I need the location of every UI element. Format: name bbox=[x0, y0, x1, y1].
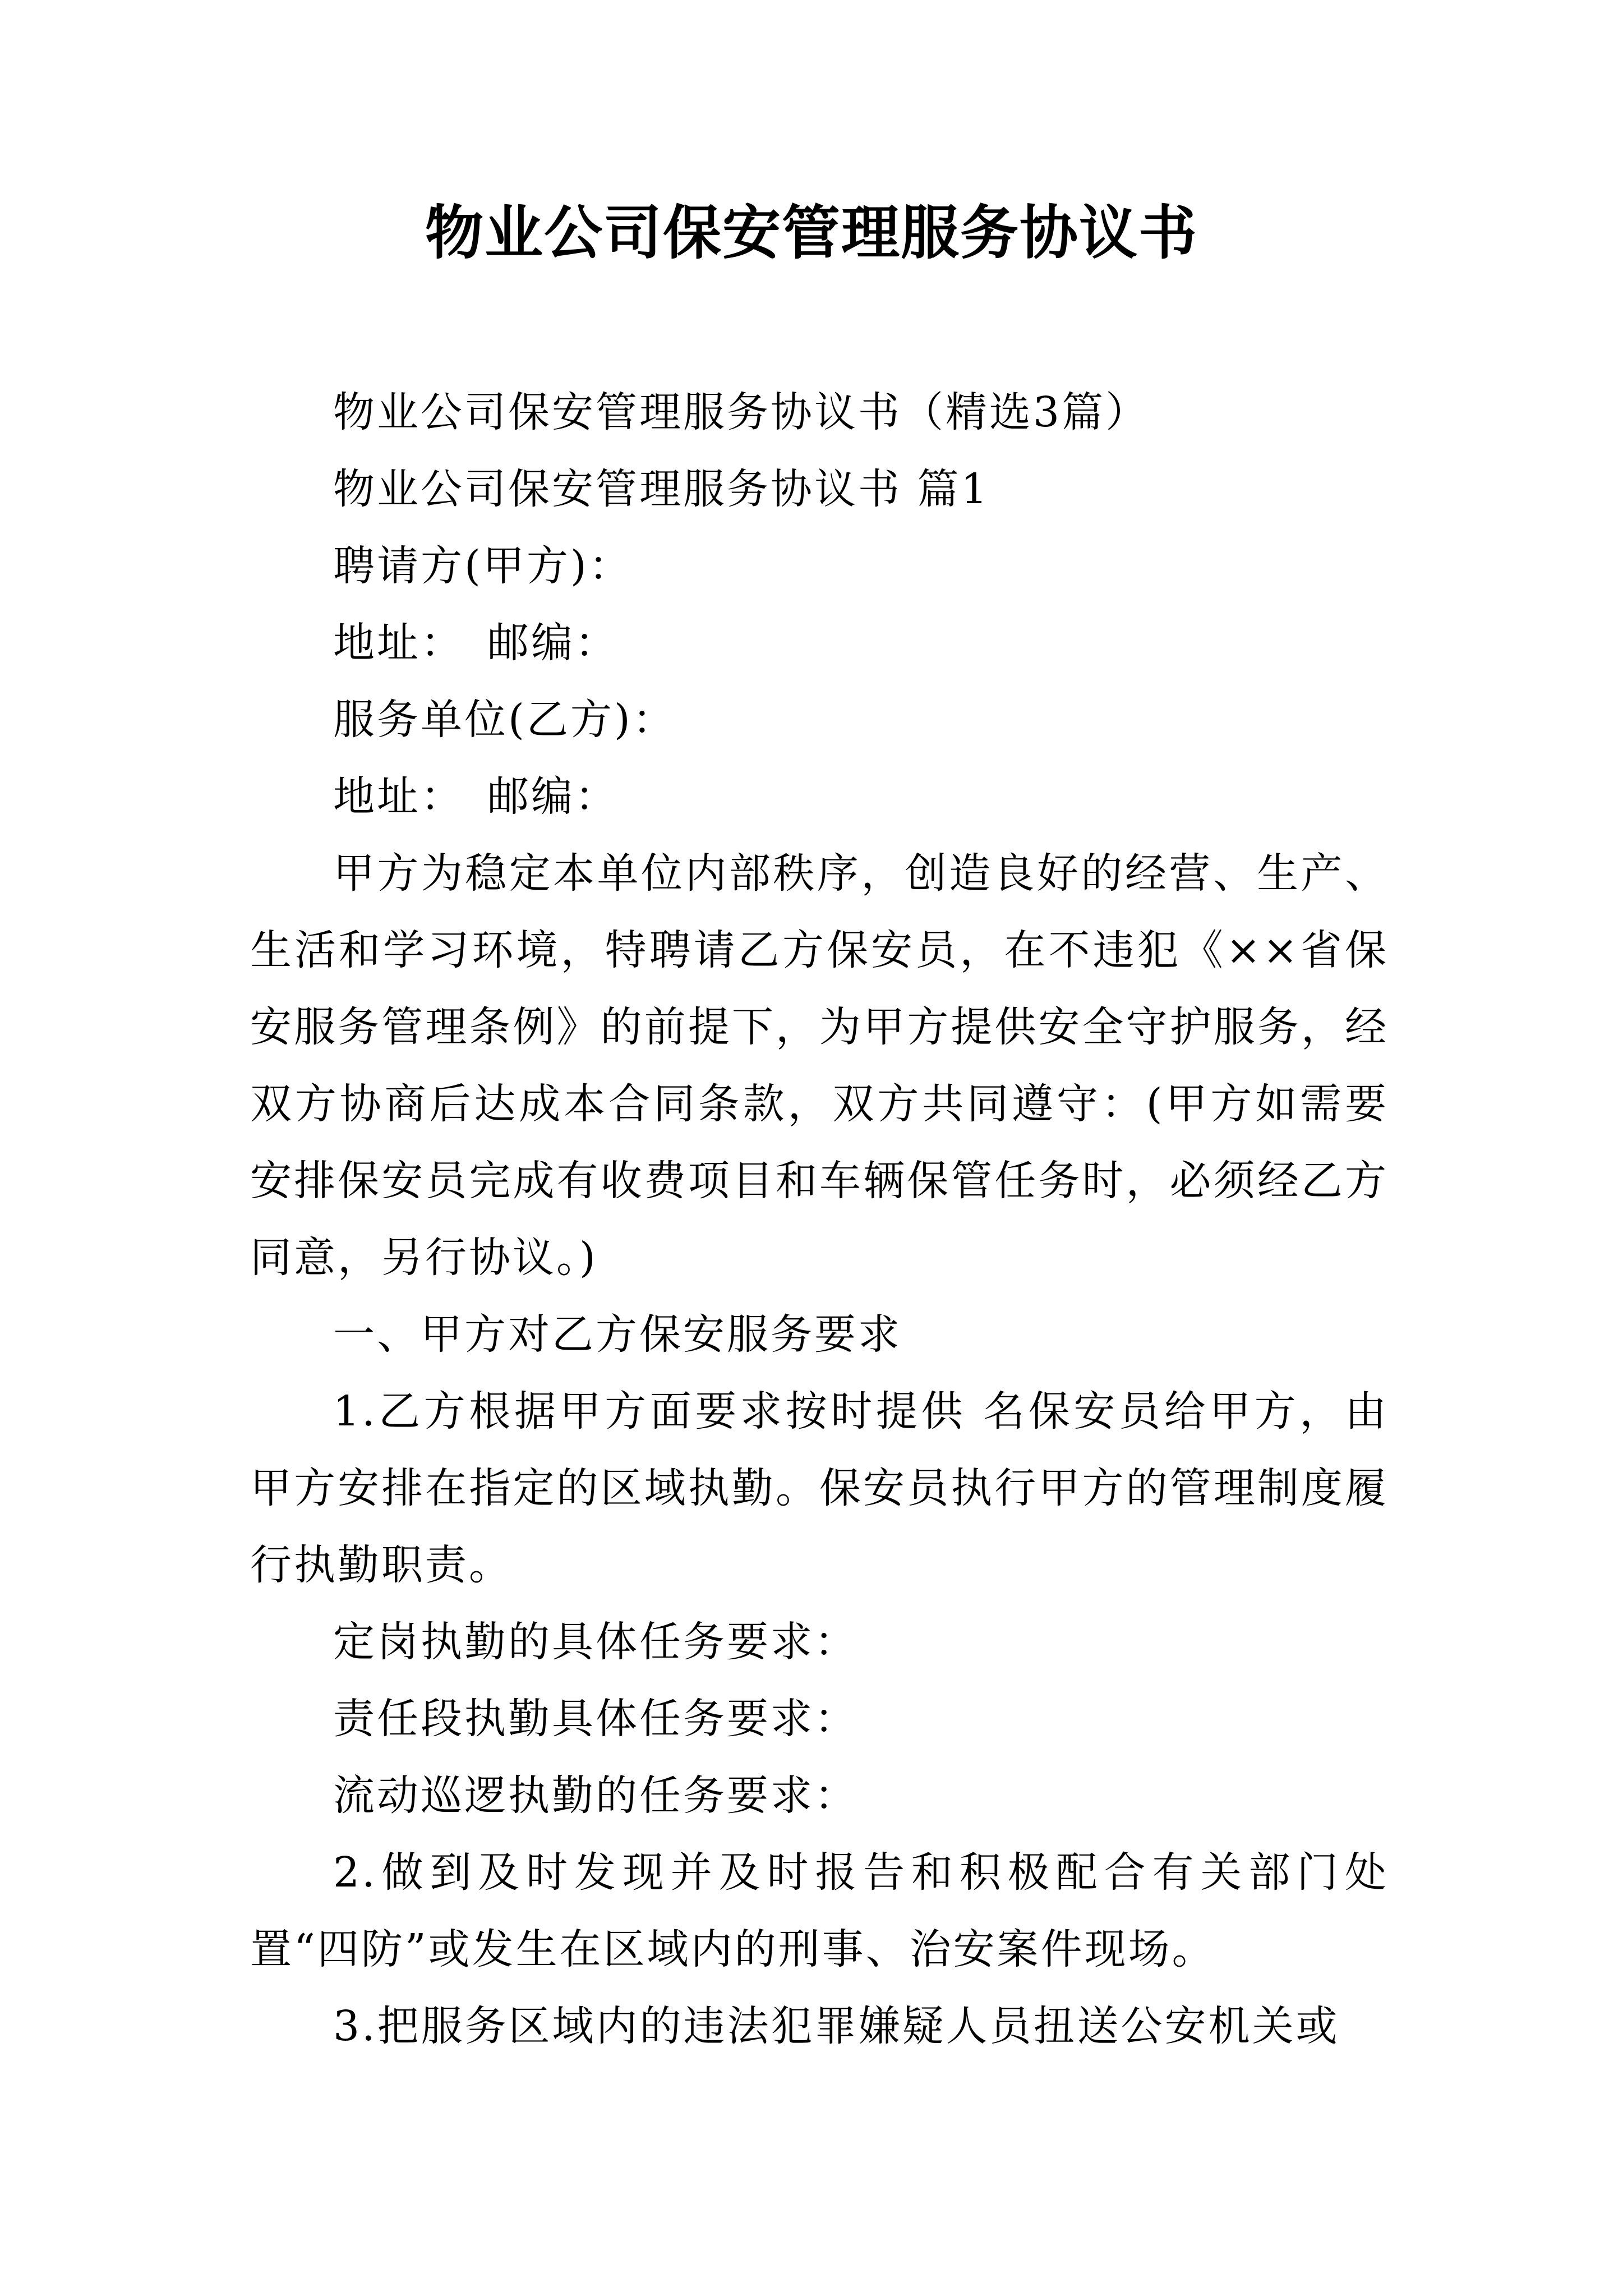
paragraph: 责任段执勤具体任务要求： bbox=[333, 1695, 858, 1743]
paragraph: 地址： 邮编： bbox=[333, 772, 619, 821]
paragraph: 定岗执勤的具体任务要求： bbox=[333, 1618, 858, 1666]
paragraph: 一、甲方对乙方保安服务要求 bbox=[333, 1310, 902, 1359]
document-body bbox=[250, 374, 1389, 2065]
paragraph: 地址： 邮编： bbox=[333, 619, 619, 667]
paragraph: 2.做到及时发现并及时报告和积极配合有关部门处置“四防”或发生在区域内的刑事、治安案件现场。 bbox=[250, 1848, 1389, 1973]
document-title: 物业公司保安管理服务协议书 bbox=[425, 198, 1198, 267]
paragraph: 流动巡逻执勤的任务要求： bbox=[333, 1772, 858, 1820]
paragraph: 物业公司保安管理服务协议书（精选3篇） bbox=[333, 388, 1150, 436]
paragraph: 3.把服务区域内的违法犯罪嫌疑人员扭送公安机关或 bbox=[333, 2002, 1340, 2050]
paragraph: 服务单位(乙方)： bbox=[333, 696, 676, 744]
paragraph: 物业公司保安管理服务协议书 篇1 bbox=[333, 465, 990, 513]
paragraph: 甲方为稳定本单位内部秩序，创造良好的经营、生产、生活和学习环境，特聘请乙方保安员，在不违犯《××省保安服务管理条例》的前提下，为甲方提供安全守护服务，经双方协商后达成本合同条款，双方共同遵守：(甲方如需要安排保安员完成有收费项目和车辆保管任务时，必须经乙方同意，另行协议。) bbox=[250, 849, 1389, 1282]
paragraph: 聘请方(甲方)： bbox=[333, 542, 633, 590]
paragraph: 1.乙方根据甲方面要求按时提供 名保安员给甲方，由甲方安排在指定的区域执勤。保安员执行甲方的管理制度履行执勤职责。 bbox=[250, 1387, 1389, 1589]
